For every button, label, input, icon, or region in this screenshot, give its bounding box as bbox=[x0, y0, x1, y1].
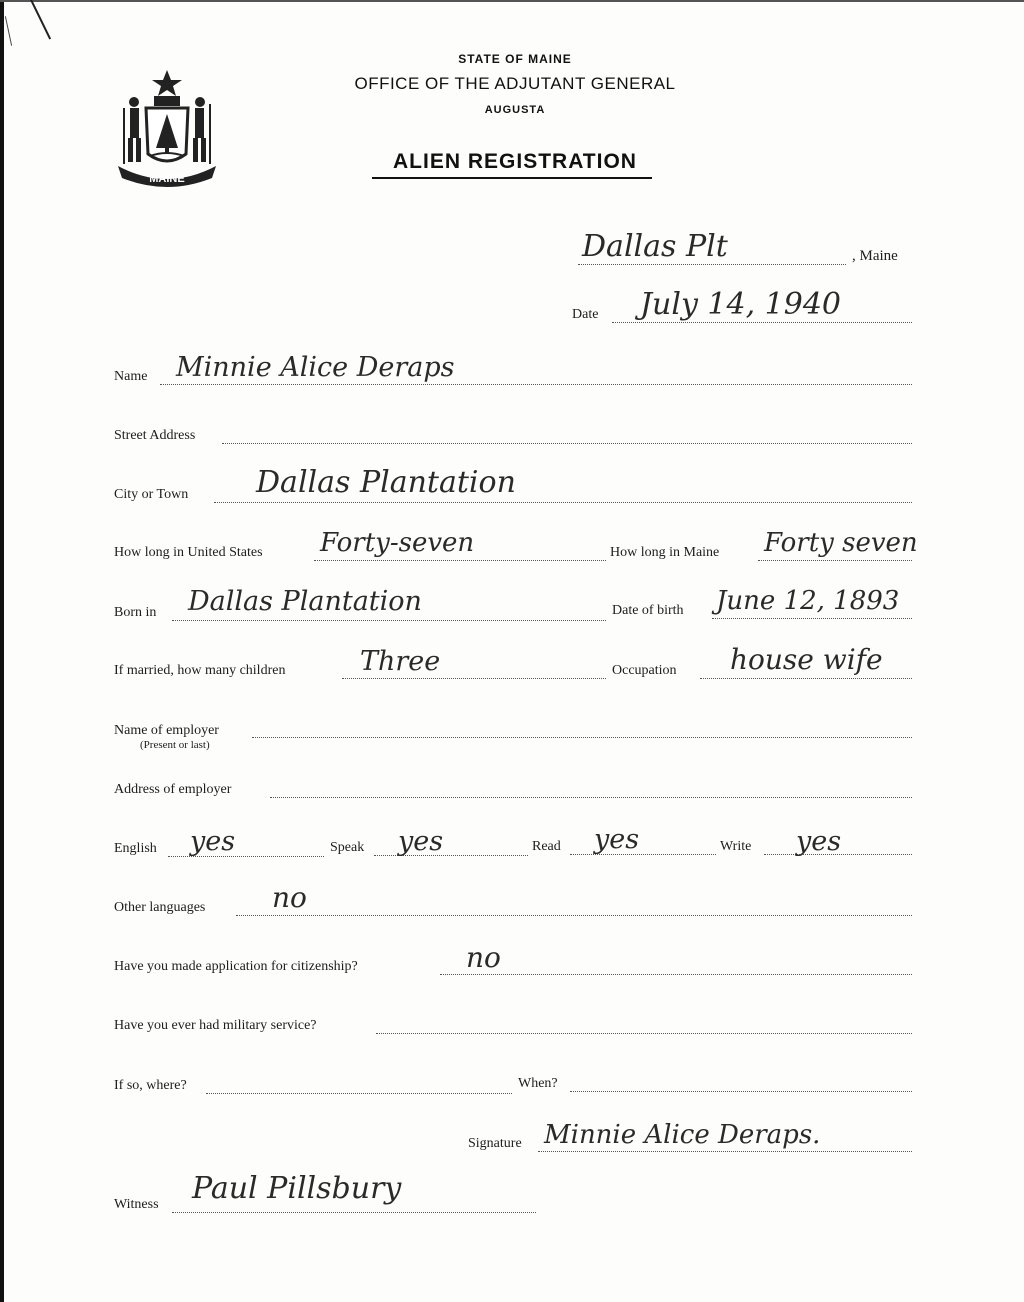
name-line bbox=[160, 384, 912, 385]
witness-line bbox=[172, 1212, 536, 1213]
speak-label: Speak bbox=[330, 840, 365, 855]
speak-value: yes bbox=[398, 826, 444, 857]
write-value: yes bbox=[796, 826, 842, 857]
pen-mark bbox=[5, 16, 12, 46]
city-line bbox=[214, 502, 912, 503]
english-value: yes bbox=[190, 826, 236, 857]
born-in-value: Dallas Plantation bbox=[188, 586, 422, 617]
town-value: Dallas Plt bbox=[582, 229, 728, 264]
state-heading: STATE OF MAINE bbox=[458, 52, 572, 66]
occupation-line bbox=[700, 678, 912, 679]
military-line bbox=[376, 1033, 912, 1034]
office-heading: OFFICE OF THE ADJUTANT GENERAL bbox=[354, 74, 676, 93]
name-label: Name bbox=[114, 369, 148, 384]
when-line bbox=[570, 1091, 912, 1092]
children-label: If married, how many children bbox=[114, 663, 286, 678]
witness-value: Paul Pillsbury bbox=[192, 1171, 402, 1206]
english-label: English bbox=[114, 841, 157, 856]
signature-line bbox=[538, 1151, 912, 1152]
occupation-value: house wife bbox=[730, 643, 883, 676]
date-label: Date bbox=[572, 307, 599, 322]
town-line bbox=[578, 264, 846, 265]
date-of-birth-label: Date of birth bbox=[612, 603, 684, 618]
employer-address-line bbox=[270, 797, 912, 798]
employer-name-line bbox=[252, 737, 912, 738]
city-heading: AUGUSTA bbox=[484, 104, 546, 116]
witness-label: Witness bbox=[114, 1197, 159, 1212]
how-long-maine-value: Forty seven bbox=[764, 528, 918, 558]
employer-name-label: Name of employer bbox=[114, 723, 219, 738]
street-address-label: Street Address bbox=[114, 428, 196, 443]
how-long-us-label: How long in United States bbox=[114, 545, 263, 560]
if-so-where-label: If so, where? bbox=[114, 1078, 187, 1093]
city-label: City or Town bbox=[114, 487, 189, 502]
children-line bbox=[342, 678, 606, 679]
citizenship-value: no bbox=[466, 941, 501, 974]
how-long-maine-label: How long in Maine bbox=[610, 545, 720, 560]
occupation-label: Occupation bbox=[612, 663, 677, 678]
how-long-maine-line bbox=[758, 560, 912, 561]
children-value: Three bbox=[360, 646, 441, 677]
city-value: Dallas Plantation bbox=[256, 465, 516, 500]
seal-banner-text: MAINE bbox=[149, 173, 185, 185]
other-languages-line bbox=[236, 915, 912, 916]
date-of-birth-value: June 12, 1893 bbox=[716, 586, 900, 616]
how-long-us-line bbox=[314, 560, 606, 561]
born-in-line bbox=[172, 620, 606, 621]
when-label: When? bbox=[518, 1076, 558, 1091]
other-languages-label: Other languages bbox=[114, 900, 206, 915]
date-value: July 14, 1940 bbox=[640, 287, 842, 322]
street-address-line bbox=[222, 443, 912, 444]
other-languages-value: no bbox=[272, 881, 307, 914]
name-value: Minnie Alice Deraps bbox=[176, 352, 455, 383]
if-so-where-line bbox=[206, 1093, 512, 1094]
military-label: Have you ever had military service? bbox=[114, 1018, 317, 1033]
citizenship-label: Have you made application for citizenship? bbox=[114, 959, 358, 974]
state-label: , Maine bbox=[852, 248, 898, 264]
page-title: ALIEN REGISTRATION bbox=[393, 150, 637, 173]
read-line bbox=[570, 854, 716, 855]
employer-name-sublabel: (Present or last) bbox=[140, 739, 210, 751]
read-value: yes bbox=[594, 824, 640, 855]
title-underline bbox=[372, 177, 652, 179]
signature-label: Signature bbox=[468, 1136, 522, 1151]
scan-edge bbox=[0, 0, 4, 1302]
maine-state-seal-icon bbox=[112, 68, 222, 192]
write-label: Write bbox=[720, 839, 752, 854]
employer-address-label: Address of employer bbox=[114, 782, 232, 797]
pen-mark bbox=[30, 0, 51, 40]
date-of-birth-line bbox=[712, 618, 912, 619]
signature-value: Minnie Alice Deraps. bbox=[544, 1120, 821, 1150]
born-in-label: Born in bbox=[114, 605, 157, 620]
citizenship-line bbox=[440, 974, 912, 975]
scan-edge-top bbox=[0, 0, 1024, 2]
date-line bbox=[612, 322, 912, 323]
read-label: Read bbox=[532, 839, 561, 854]
how-long-us-value: Forty-seven bbox=[320, 528, 475, 558]
